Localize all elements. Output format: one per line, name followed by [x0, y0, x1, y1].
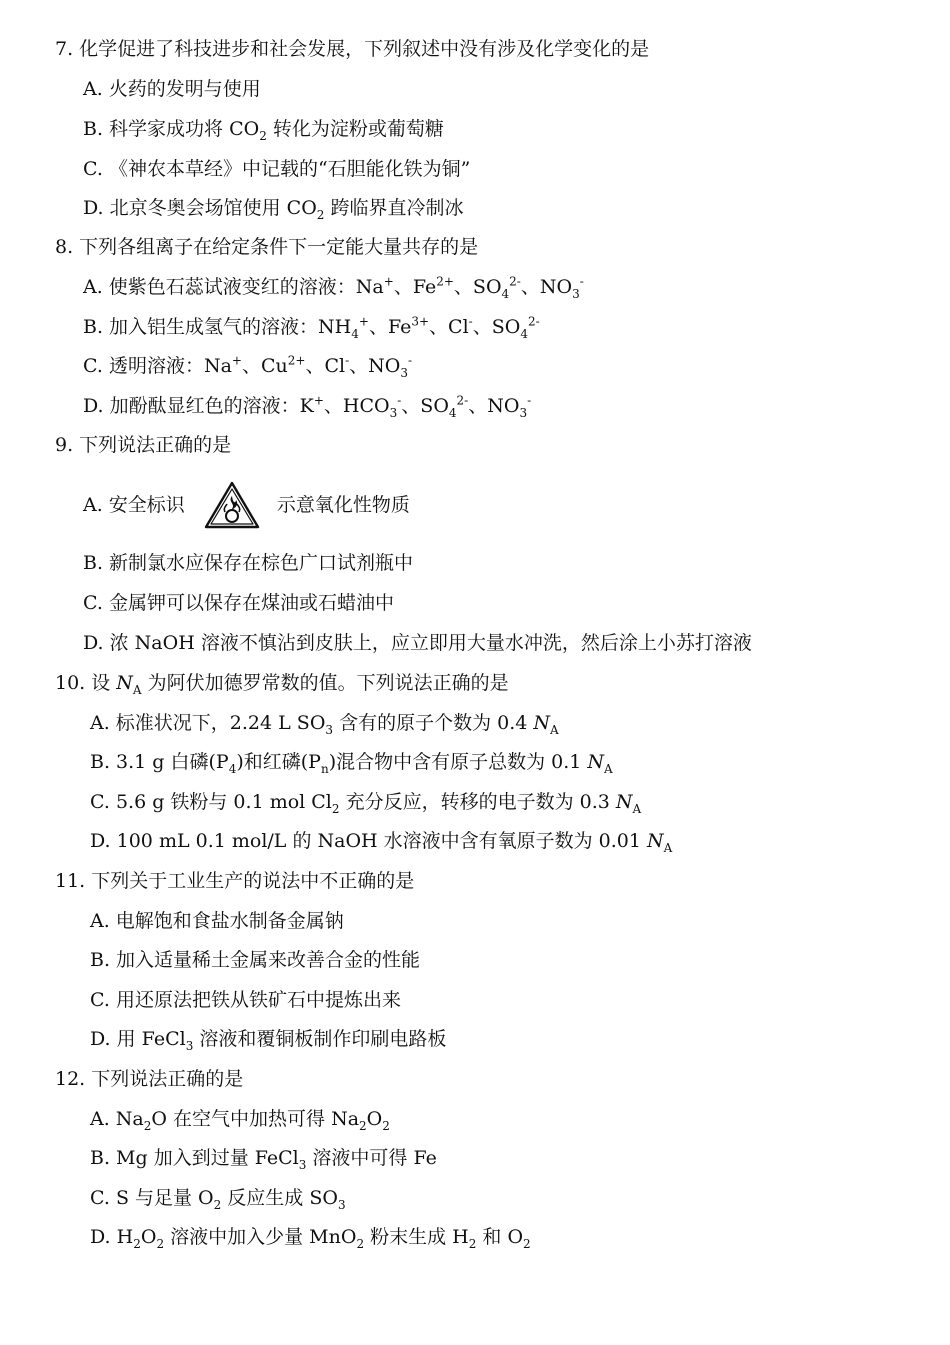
q9-option-d: D. 浓 NaOH 溶液不慎沾到皮肤上，应立即用大量水冲洗，然后涂上小苏打溶液 — [83, 632, 752, 654]
q9-option-a: A. 安全标识 示意氧化性物质 — [83, 477, 410, 532]
q10-option-b: B. 3.1 g 白磷$(P_4)$和红磷$(P_n)$混合物中含有原子总数为 0.1 $N_A$ — [90, 751, 613, 776]
q8-option-a: A. 使紫色石蕊试液变红的溶液：Na+、$Fe^{2+}$、$SO_4^{2-}$、$NO_3^-$ — [83, 274, 584, 301]
question-10-stem: 10. 设 $N_A$ 为阿伏加德罗常数的值。下列说法正确的是 — [55, 672, 509, 697]
question-9-stem: 9. 下列说法正确的是 — [55, 434, 232, 456]
q7-option-c: C. 《神农本草经》中记载的“石胆能化铁为铜” — [83, 158, 471, 180]
q10-option-d: D. 100 mL 0.1 mol/L 的 NaOH 水溶液中含有氧原子数为 0.01 $N_A$ — [90, 830, 673, 855]
q12-option-a: A. $Na_2O$ 在空气中加热可得 $Na_2O_2$ — [90, 1108, 390, 1133]
question-8-stem: 8. 下列各组离子在给定条件下一定能大量共存的是 — [55, 236, 479, 258]
q10-option-a: A. 标准状况下，2.24 L $SO_3$ 含有的原子个数为 0.4 $N_A$ — [90, 712, 559, 737]
q11-option-b: B. 加入适量稀土金属来改善合金的性能 — [90, 949, 421, 971]
q10-option-c: C. 5.6 g 铁粉与 0.1 mol $Cl_2$ 充分反应，转移的电子数为 0.3 $N_A$ — [90, 791, 642, 816]
q11-option-c: C. 用还原法把铁从铁矿石中提炼出来 — [90, 989, 401, 1011]
q12-option-b: B. Mg 加入到过量 FeCl$_3$ 溶液中可得 Fe — [90, 1147, 437, 1172]
q7-option-d: D. 北京冬奥会场馆使用 $CO_2$ 跨临界直冷制冰 — [83, 197, 464, 222]
q7-option-a: A. 火药的发明与使用 — [83, 78, 261, 100]
q8-option-d: D. 加酚酞显红色的溶液：K+、$HCO_3^-$、$SO_4^{2-}$、$NO_3^-$ — [83, 393, 532, 420]
q8-option-b: B. 加入铝生成氢气的溶液：$NH_4^+$、$Fe^{3+}$、Cl-、$SO_4^{2-}$ — [83, 314, 540, 341]
q12-option-d: D. $H_2O_2$ 溶液中加入少量 MnO$_2$ 粉末生成 $H_2$ 和 $O_2$ — [90, 1226, 531, 1251]
question-12-stem: 12. 下列说法正确的是 — [55, 1068, 244, 1090]
q11-option-d: D. 用 FeCl$_3$ 溶液和覆铜板制作印刷电路板 — [90, 1028, 447, 1053]
q7-option-b: B. 科学家成功将 $CO_2$ 转化为淀粉或葡萄糖 — [83, 118, 444, 143]
q12-option-c: C. S 与足量 $O_2$ 反应生成 $SO_3$ — [90, 1187, 346, 1212]
q9-option-b: B. 新制氯水应保存在棕色广口试剂瓶中 — [83, 552, 414, 574]
q11-option-a: A. 电解饱和食盐水制备金属钠 — [90, 910, 344, 932]
q9-option-c: C. 金属钾可以保存在煤油或石蜡油中 — [83, 592, 394, 614]
q8-option-c: C. 透明溶液：Na+、$Cu^{2+}$、Cl-、$NO_3^-$ — [83, 353, 413, 380]
oxidizer-hazard-icon — [203, 480, 261, 530]
question-7-stem: 7. 化学促进了科技进步和社会发展，下列叙述中没有涉及化学变化的是 — [55, 38, 650, 60]
question-11-stem: 11. 下列关于工业生产的说法中不正确的是 — [55, 870, 415, 892]
